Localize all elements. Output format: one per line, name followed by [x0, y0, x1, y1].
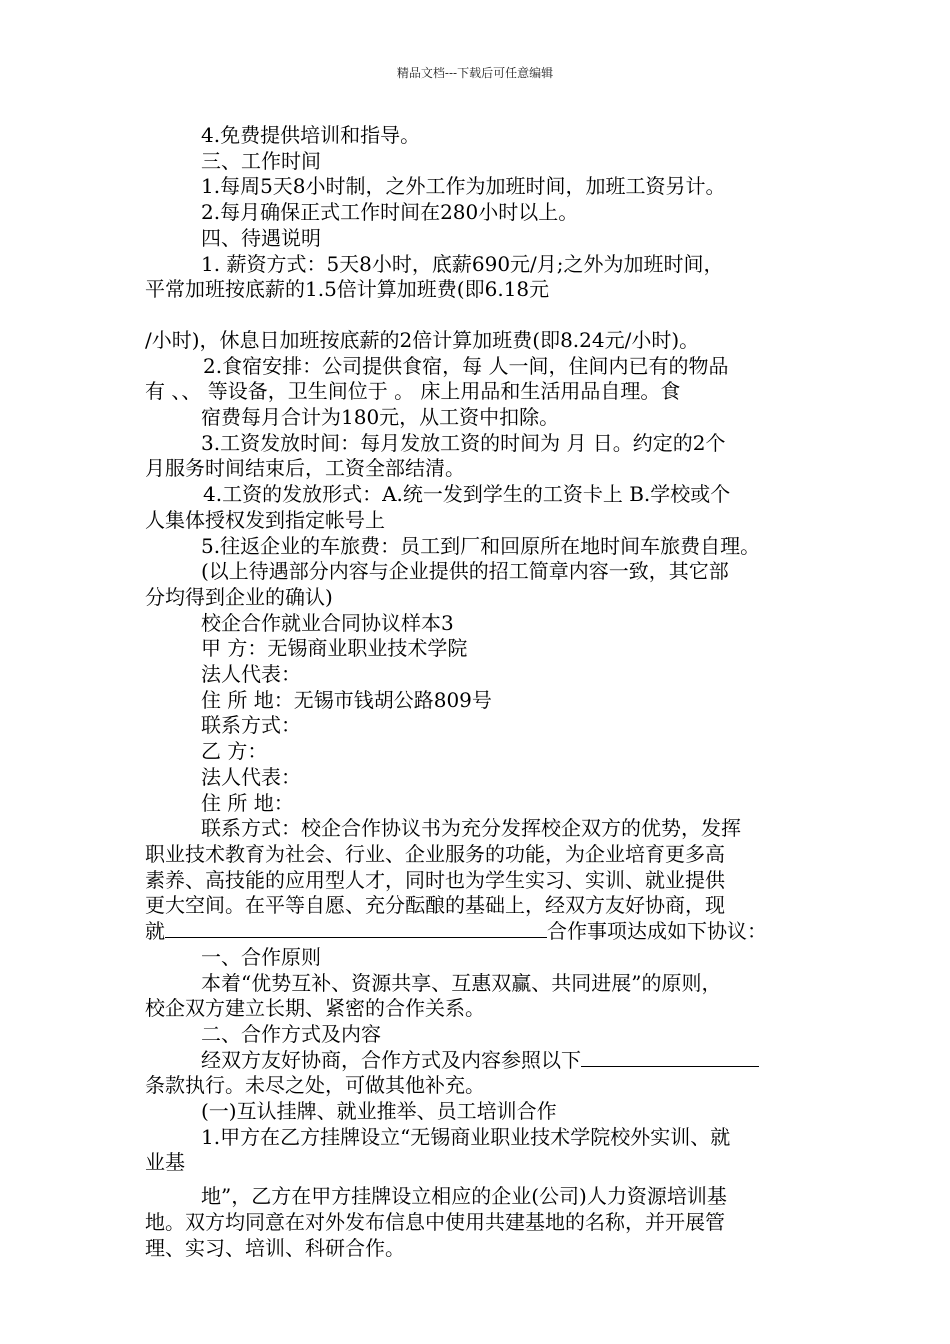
text-line: 5.往返企业的车旅费：员工到厂和回原所在地时间车旅费自理。 — [201, 533, 761, 558]
text-line: 更大空间。在平等自愿、充分酝酿的基础上，经双方友好协商，现 — [145, 893, 725, 918]
text-line: 分均得到企业的确认) — [145, 584, 333, 609]
text-line: 2.每月确保正式工作时间在280小时以上。 — [201, 200, 579, 225]
text-line: 4.免费提供培训和指导。 — [201, 123, 421, 147]
text-line: 素养、高技能的应用型人才，同时也为学生实习、实训、就业提供 — [145, 867, 725, 892]
fill-in-blank — [165, 919, 547, 938]
text-line: 地”，乙方在甲方挂牌设立相应的企业(公司)人力资源培训基 — [201, 1184, 727, 1209]
party-a-line: 甲 方：无锡商业职业技术学院 — [201, 636, 468, 661]
party-b-line: 乙 方： — [201, 739, 268, 764]
text-line: 1. 薪资方式：5天8小时，底薪690元/月;之外为加班时间， — [201, 251, 724, 276]
paragraph-gap — [145, 1176, 810, 1184]
section-heading: 四、待遇说明 — [201, 225, 321, 250]
text-line: 3.工资发放时间：每月发放工资的时间为 月 日。约定的2个 — [201, 430, 726, 455]
text-line: 理、实习、培训、科研合作。 — [145, 1235, 405, 1260]
text-line: /小时)，休息日加班按底薪的2倍计算加班费(即8.24元/小时)。 — [145, 327, 700, 352]
text-line — [145, 1048, 810, 1074]
document-body — [145, 123, 810, 1261]
text-line: 职业技术教育为社会、行业、企业服务的功能，为企业培育更多高 — [145, 841, 725, 866]
text-line: 业基 — [145, 1150, 185, 1175]
text-line: 地。双方均同意在对外发布信息中使用共建基地的名称，并开展管 — [145, 1209, 725, 1234]
section-heading: 二、合作方式及内容 — [201, 1021, 381, 1046]
text-line: 2.食宿安排：公司提供食宿，每 人一间，住间内已有的物品 — [203, 353, 729, 378]
text-line: 宿费每月合计为180元，从工资中扣除。 — [201, 405, 560, 430]
section-heading: (一)互认挂牌、就业推举、员工培训合作 — [201, 1099, 557, 1124]
text-line: 人集体授权发到指定帐号上 — [145, 507, 385, 532]
text-fragment: 就 — [145, 919, 165, 944]
text-line: 住 所 地： — [201, 790, 294, 815]
text-line — [145, 919, 810, 945]
text-line: 平常加班按底薪的1.5倍计算加班费(即6.18元 — [145, 277, 550, 302]
text-line: 校企双方建立长期、紧密的合作关系。 — [145, 996, 485, 1021]
text-line: 1.每周5天8小时制，之外工作为加班时间，加班工资另计。 — [201, 174, 726, 199]
text-line: 法人代表： — [201, 764, 301, 789]
text-fragment: 合作事项达成如下协议： — [547, 919, 767, 944]
text-line: 联系方式： — [201, 713, 301, 738]
section-heading: 校企合作就业合同协议样本3 — [201, 610, 454, 635]
text-fragment: 经双方友好协商，合作方式及内容参照以下 — [201, 1047, 581, 1072]
text-line: 法人代表： — [201, 662, 301, 687]
text-line: (以上待遇部分内容与企业提供的招工简章内容一致，其它部 — [201, 559, 729, 584]
page-header: 精品文档---下载后可任意编辑 — [396, 66, 554, 80]
text-line: 住 所 地：无锡市钱胡公路809号 — [201, 687, 492, 712]
text-line: 联系方式：校企合作协议书为充分发挥校企双方的优势，发挥 — [201, 816, 741, 841]
text-line: 月服务时间结束后，工资全部结清。 — [145, 456, 465, 481]
section-heading: 三、工作时间 — [201, 148, 321, 173]
section-heading: 一、合作原则 — [201, 944, 321, 969]
text-line: 条款执行。未尽之处，可做其他补充。 — [145, 1073, 485, 1098]
fill-in-blank — [581, 1048, 759, 1067]
text-line: 本着“优势互补、资源共享、互惠双赢、共同进展”的原则， — [201, 970, 722, 995]
paragraph-gap — [145, 303, 810, 328]
text-line: 4.工资的发放形式：A.统一发到学生的工资卡上 B.学校或个 — [203, 482, 731, 507]
text-line: 有 、、 等设备，卫生间位于 。 床上用品和生活用品自理。食 — [145, 379, 681, 404]
text-line: 1.甲方在乙方挂牌设立“无锡商业职业技术学院校外实训、就 — [201, 1124, 731, 1149]
